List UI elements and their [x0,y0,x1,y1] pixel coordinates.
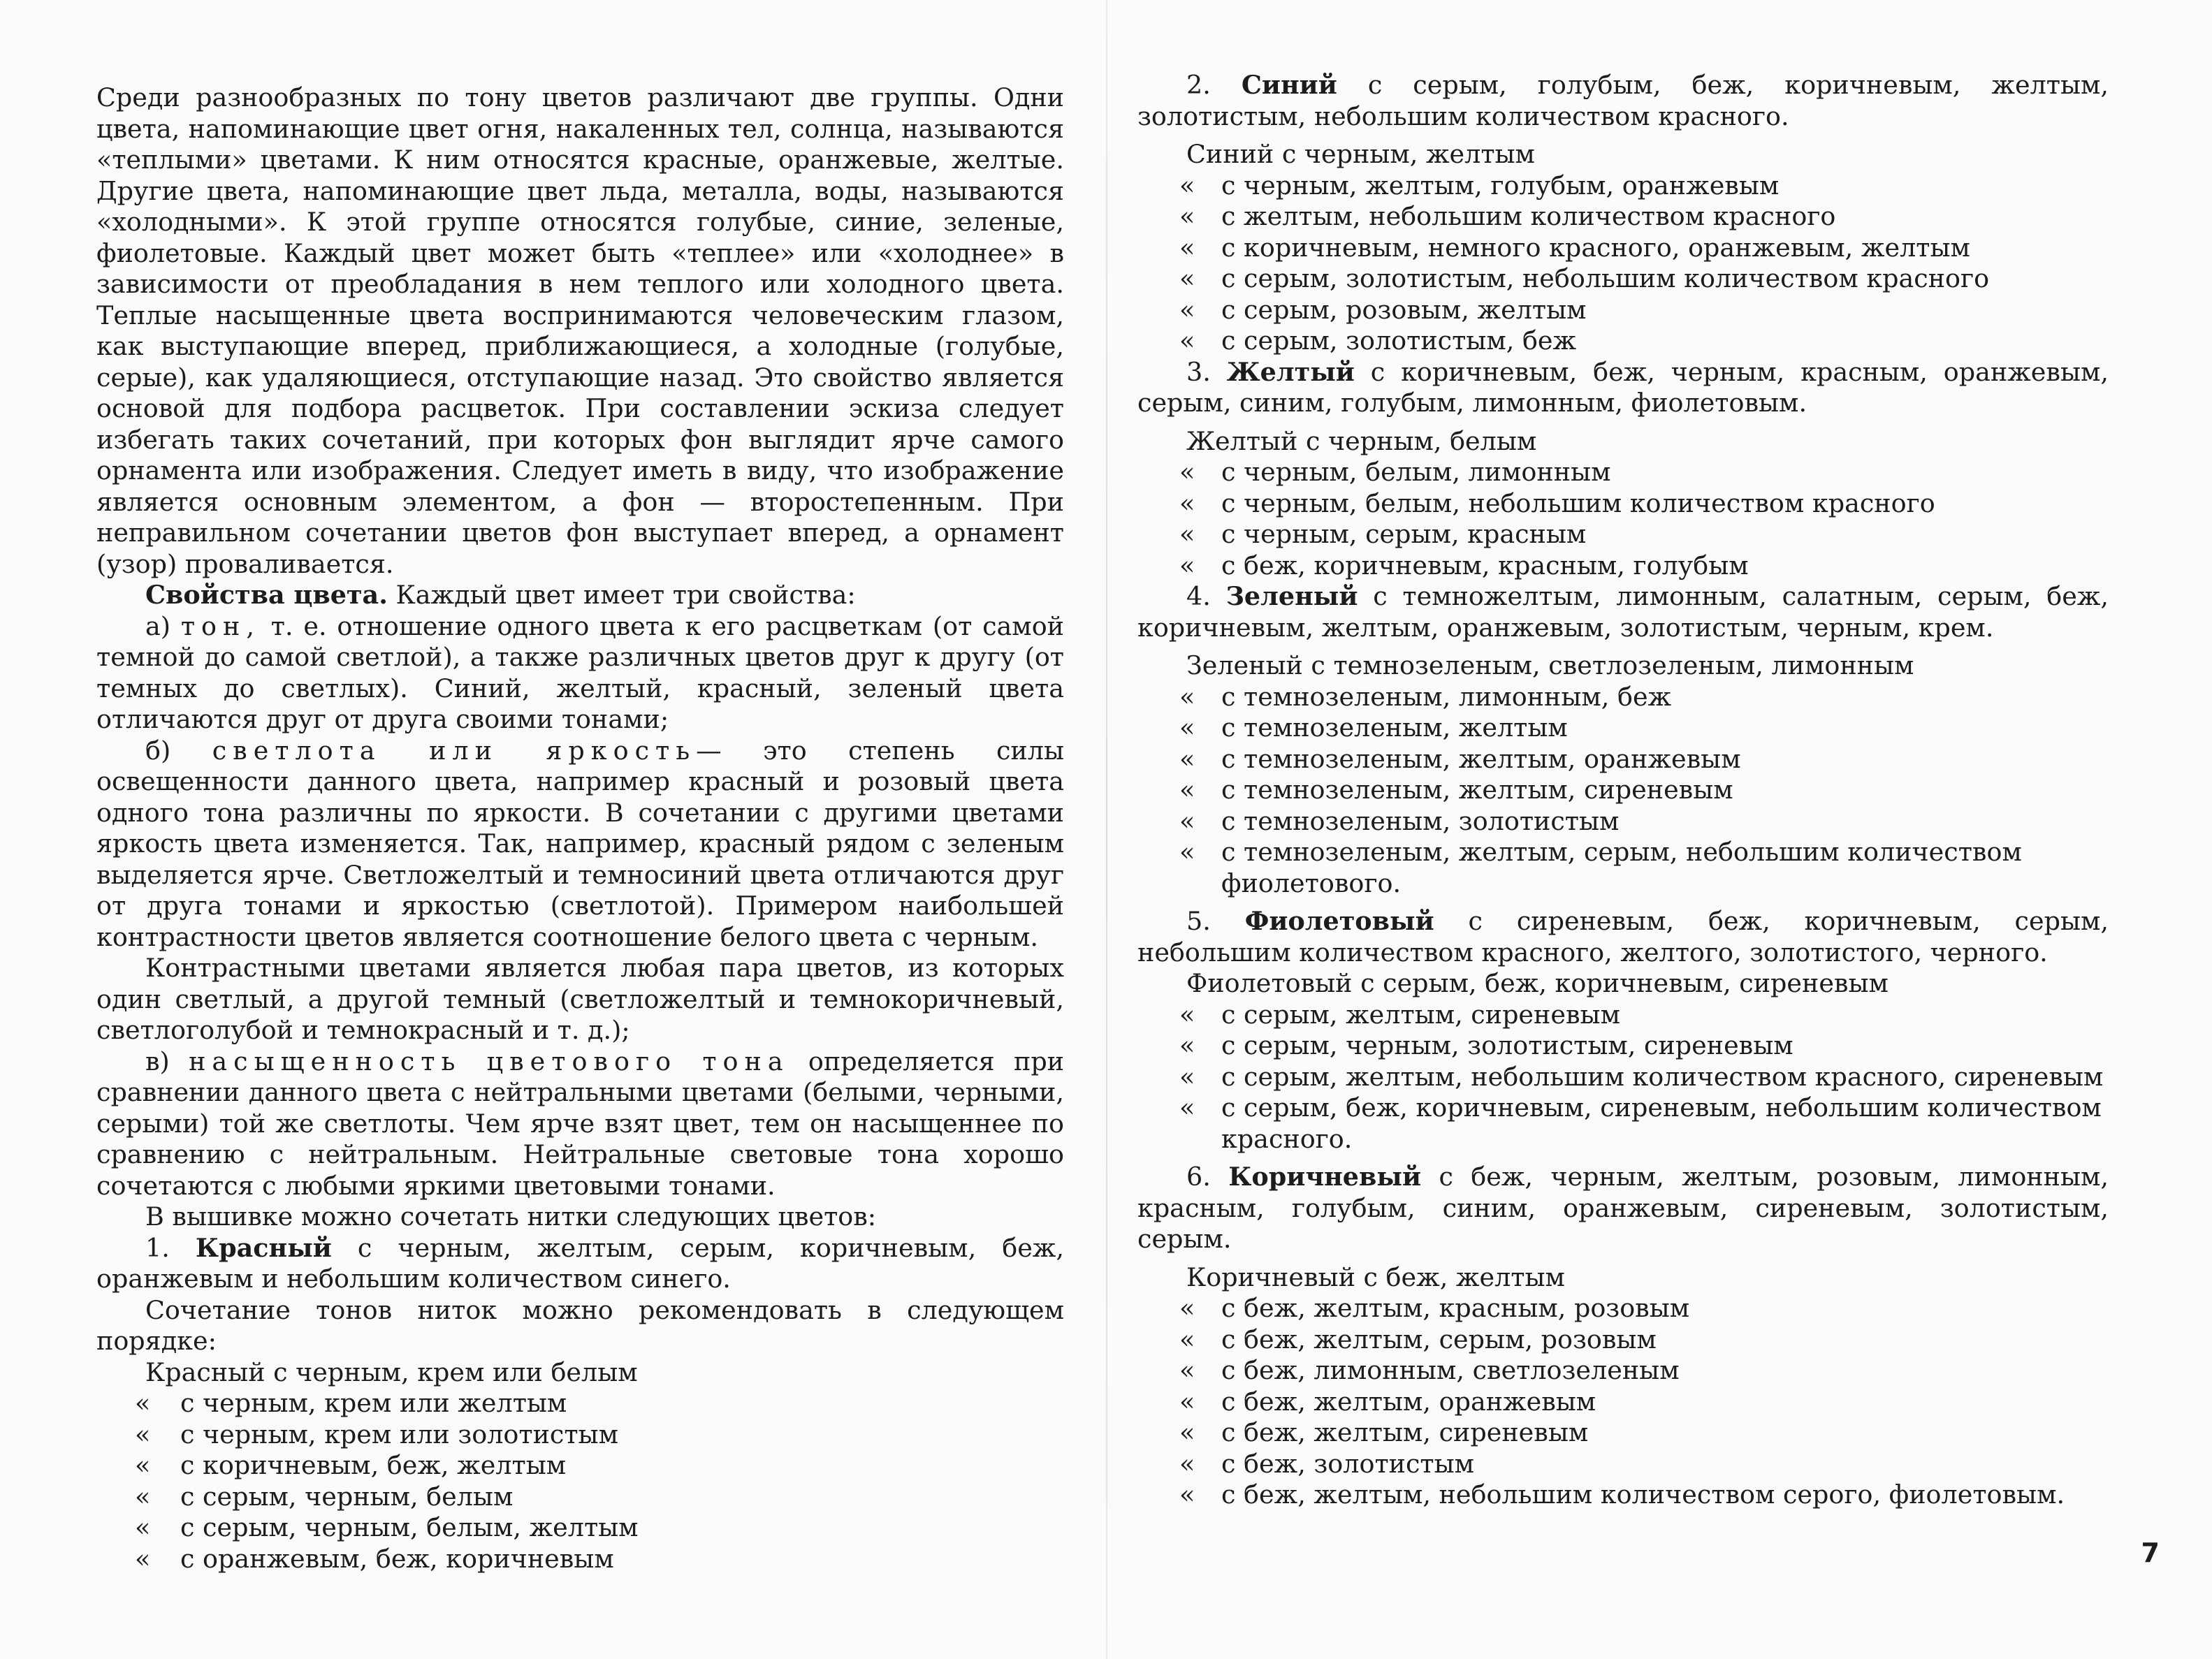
right-page [1106,0,2212,1659]
ditto-mark: « [1179,712,1195,743]
yellow-combo-list [1137,457,2109,581]
ditto-mark: « [135,1419,151,1449]
property-b [96,736,1064,953]
blue-combo-row [1137,326,2109,357]
ditto-mark: « [135,1481,151,1512]
red-combo-text: с оранжевым, беж, коричневым [180,1543,614,1574]
violet-combo-list [1137,1000,2109,1155]
violet-combo-text: с серым, желтым, небольшим количеством красного, сиреневым [1221,1061,2104,1092]
green-combo-text: с темнозеленым, желтым, сиреневым [1221,775,1733,805]
brown-text: с беж, черным, желтым, розовым, лимонным, красным, голубым, синим, оранжевым, сиреневым, золотистым, серым. [1137,1162,2109,1254]
green-section [1137,581,2109,643]
brown-combo-row [1137,1479,2109,1511]
ditto-mark: « [135,1450,151,1480]
brown-combo-text: с беж, желтым, серым, розовым [1221,1324,1657,1354]
red-combo-row [96,1388,1064,1419]
blue-title: Синий [1241,70,1337,100]
yellow-lead: Желтый с черным, белым [1186,425,1537,456]
property-v [96,1046,1064,1202]
violet-text: с сиреневым, беж, коричневым, серым, небольшим количеством красного, желтого, золотистого, черного. [1137,906,2109,967]
red-number: 1. [145,1232,170,1263]
green-combo-row [1137,775,2109,806]
brown-combo-row [1137,1387,2109,1418]
property-v-label: в) [145,1046,170,1076]
brown-combo-text: с беж, желтым, красным, розовым [1221,1293,1690,1323]
violet-combo-row [1137,1062,2109,1093]
violet-combo-row [1137,1092,2109,1155]
red-combo-row [96,1482,1064,1513]
red-section [96,1233,1064,1295]
ditto-mark: « [1179,805,1195,836]
left-column [96,82,1064,1574]
ditto-mark: « [1179,519,1195,549]
green-combo-row [1137,837,2109,899]
green-text: с темножелтым, лимонным, салатным, серым, беж, коричневым, желтым, оранжевым, золотистым, черным, крем. [1137,581,2109,643]
blue-combo-text: с серым, золотистым, небольшим количеством красного [1221,263,1990,293]
yellow-combo-text: с беж, коричневым, красным, голубым [1221,550,1749,580]
ditto-mark: « [1179,1324,1195,1354]
red-combo-row [96,1450,1064,1482]
blue-combo-text: с серым, розовым, желтым [1221,294,1587,325]
ditto-mark: « [1179,1355,1195,1385]
property-a-text: т. е. отношение одного цвета к его расцветкам (от самой темной до самой светлой), а также различных цветов друг к другу (от темных до светлых). Синий, желтый, красный, зеленый цвета отличаются друг от друга своими тонами; [96,611,1065,734]
green-combo-text: с темнозеленым, желтым, серым, небольшим количеством фиолетового. [1221,837,2022,898]
brown-lead: Коричневый с беж, желтым [1186,1262,1565,1292]
brown-combo-text: с беж, золотистым [1221,1448,1475,1479]
property-a-label: а) [145,611,171,641]
violet-combo-text: с серым, беж, коричневым, сиреневым, небольшим количеством красного. [1221,1092,2102,1154]
embroidery-paragraph: В вышивке можно сочетать нитки следующих цветов: [145,1201,877,1232]
ditto-mark: « [1179,201,1195,231]
red-combo-text: с черным, крем или золотистым [180,1419,618,1449]
red-combo-text: с коричневым, беж, желтым [180,1450,567,1480]
brown-combo-text: с беж, лимонным, светлозеленым [1221,1355,1680,1385]
ditto-mark: « [1179,1293,1195,1323]
red-title: Красный [195,1232,332,1263]
order-paragraph: Сочетание тонов ниток можно рекомендовать в следующем порядке: [96,1294,1064,1356]
green-combo-text: с темнозеленым, лимонным, беж [1221,681,1672,712]
yellow-combo-text: с черным, белым, лимонным [1221,457,1611,487]
properties-paragraph [96,580,1064,611]
ditto-mark: « [1179,999,1195,1030]
green-lead: Зеленый с темнозеленым, светлозеленым, лимонным [1186,650,1914,680]
ditto-mark: « [1179,457,1195,487]
brown-combo-list [1137,1293,2109,1511]
green-combo-text: с темнозеленым, золотистым [1221,805,1620,836]
ditto-mark: « [135,1512,151,1542]
ditto-mark: « [1179,1479,1195,1510]
red-combo-text: с серым, черным, белым, желтым [180,1512,639,1542]
property-b-term: светлота или яркость [212,735,697,766]
properties-title: Свойства цвета. [145,580,388,610]
ditto-mark: « [1179,681,1195,712]
blue-text: с серым, голубым, беж, коричневым, желтым, золотистым, небольшим количеством красного. [1137,70,2109,131]
contrast-paragraph: Контрастными цветами является любая пара цветов, из которых один светлый, а другой темный (светложелтый и темнокоричневый, светлоголубой и темнокрасный и т. д.); [96,953,1064,1045]
ditto-mark: « [1179,294,1195,325]
violet-title: Фиолетовый [1244,906,1434,936]
yellow-section [1137,357,2109,419]
red-combo-row [96,1512,1064,1544]
violet-number: 5. [1186,906,1211,936]
ditto-mark: « [1179,170,1195,200]
ditto-mark: « [135,1543,151,1574]
brown-combo-row [1137,1293,2109,1324]
ditto-mark: « [1179,326,1195,356]
red-combo-text: с серым, черным, белым [180,1481,514,1512]
brown-combo-text: с беж, желтым, оранжевым [1221,1386,1596,1417]
properties-text: Каждый цвет имеет три свойства: [395,580,856,610]
blue-lead: Синий с черным, желтым [1186,139,1535,169]
blue-section [1137,70,2109,132]
brown-combo-row [1137,1355,2109,1387]
yellow-combo-text: с черным, белым, небольшим количеством красного [1221,488,1935,518]
red-text: с черным, желтым, серым, коричневым, беж, оранжевым и небольшим количеством синего. [96,1232,1064,1294]
ditto-mark: « [1179,1092,1195,1123]
ditto-mark: « [1179,1417,1195,1447]
blue-combo-row [1137,170,2109,202]
yellow-combo-row [1137,550,2109,582]
brown-section [1137,1162,2109,1255]
yellow-combo-row [1137,488,2109,520]
brown-combo-text: с беж, желтым, небольшим количеством серого, фиолетовым. [1221,1479,2065,1510]
ditto-mark: « [1179,550,1195,580]
ditto-mark: « [1179,232,1195,263]
red-combo-list [96,1388,1064,1574]
ditto-mark: « [1179,488,1195,518]
brown-number: 6. [1186,1162,1211,1192]
blue-combo-text: с серым, золотистым, беж [1221,326,1577,356]
yellow-combo-text: с черным, серым, красным [1221,519,1587,549]
blue-combo-row [1137,201,2109,233]
property-v-term: насыщенность цветового тона [189,1046,790,1076]
blue-combo-row [1137,263,2109,295]
green-combo-row [1137,744,2109,775]
red-combo-text: с черным, крем или желтым [180,1388,567,1418]
page-number: 7 [2141,1537,2160,1568]
brown-combo-row [1137,1449,2109,1480]
green-number: 4. [1186,581,1211,611]
green-combo-text: с темнозеленым, желтым, оранжевым [1221,743,1741,774]
violet-combo-row [1137,1030,2109,1062]
blue-number: 2. [1186,70,1211,100]
yellow-title: Желтый [1226,356,1355,387]
green-title: Зеленый [1225,581,1358,611]
yellow-combo-row [1137,457,2109,488]
violet-combo-text: с серым, черным, золотистым, сиреневым [1221,1030,1793,1060]
green-combo-row [1137,806,2109,838]
violet-combo-row [1137,1000,2109,1031]
ditto-mark: « [1179,263,1195,293]
right-column [1137,70,2109,1511]
violet-section [1137,906,2109,968]
red-lead: Красный с черным, крем или белым [145,1357,638,1387]
brown-title: Коричневый [1228,1162,1422,1192]
violet-combo-text: с серым, желтым, сиреневым [1221,999,1620,1030]
brown-combo-text: с беж, желтым, сиреневым [1221,1417,1589,1447]
brown-combo-row [1137,1324,2109,1356]
blue-combo-row [1137,295,2109,326]
blue-combo-row [1137,233,2109,264]
brown-combo-row [1137,1417,2109,1449]
blue-combo-list [1137,170,2109,357]
ditto-mark: « [135,1388,151,1418]
property-a [96,611,1064,736]
ditto-mark: « [1179,775,1195,805]
ditto-mark: « [1179,743,1195,774]
blue-combo-text: с желтым, небольшим количеством красного [1221,201,1836,231]
property-b-label: б) [145,735,171,766]
blue-combo-text: с коричневым, немного красного, оранжевым, желтым [1221,232,1970,263]
ditto-mark: « [1179,1386,1195,1417]
green-combo-row [1137,682,2109,713]
green-combo-text: с темнозеленым, желтым [1221,712,1568,743]
yellow-number: 3. [1186,356,1211,387]
violet-lead: Фиолетовый с серым, беж, коричневым, сиреневым [1186,968,1889,998]
property-v-text: определяется при сравнении данного цвета с нейтральными цветами (белыми, черными, серыми) той же светлоты. Чем ярче взят цвет, тем он насыщеннее по сравнению с нейтральным. Нейтральные световые тона хорошо сочетаются с любыми яркими цветовыми тонами. [96,1046,1065,1201]
ditto-mark: « [1179,1448,1195,1479]
green-combo-row [1137,712,2109,744]
property-a-term: тон, [180,611,261,641]
yellow-text: с коричневым, беж, черным, красным, оранжевым, серым, синим, голубым, лимонным, фиолетовым. [1137,356,2109,418]
ditto-mark: « [1179,837,1195,867]
ditto-mark: « [1179,1061,1195,1092]
blue-combo-text: с черным, желтым, голубым, оранжевым [1221,170,1780,200]
green-combo-list [1137,682,2109,900]
ditto-mark: « [1179,1030,1195,1060]
yellow-combo-row [1137,519,2109,550]
red-combo-row [96,1419,1064,1451]
property-b-text: — это степень силы освещенности данного цвета, например красный и розовый цвета одного тона различны по яркости. В сочетании с другими цветами яркость цвета изменяется. Так, например, красный рядом с зеленым выделяется ярче. Светложелтый и темносиний цвета отличаются друг от друга тонами и яркостью (светлотой). Примером наибольшей контрастности цветов является соотношение белого цвета с черным. [96,735,1064,952]
intro-paragraph: Среди разнообразных по тону цветов различают две группы. Одни цвета, напоминающие цвет огня, накаленных тел, солнца, называются «теплыми» цветами. К ним относятся красные, оранжевые, желтые. Другие цвета, напоминающие цвет льда, металла, воды, называются «холодными». К этой группе относятся голубые, синие, зеленые, фиолетовые. Каждый цвет может быть «теплее» или «холоднее» в зависимости от преобладания в нем теплого или холодного цвета. Теплые насыщенные цвета воспринимаются человеческим глазом, как выступающие вперед, приближающиеся, а холодные (голубые, серые), как удаляющиеся, отступающие назад. Это свойство является основой для подбора расцветок. При составлении эскиза следует избегать таких сочетаний, при которых фон выглядит ярче самого орнамента или изображения. Следует иметь в виду, что изображение является основным элементом, а фон — второстепенным. При неправильном сочетании цветов фон выступает вперед, а орнамент (узор) проваливается. [96,82,1064,579]
red-combo-row [96,1544,1064,1575]
